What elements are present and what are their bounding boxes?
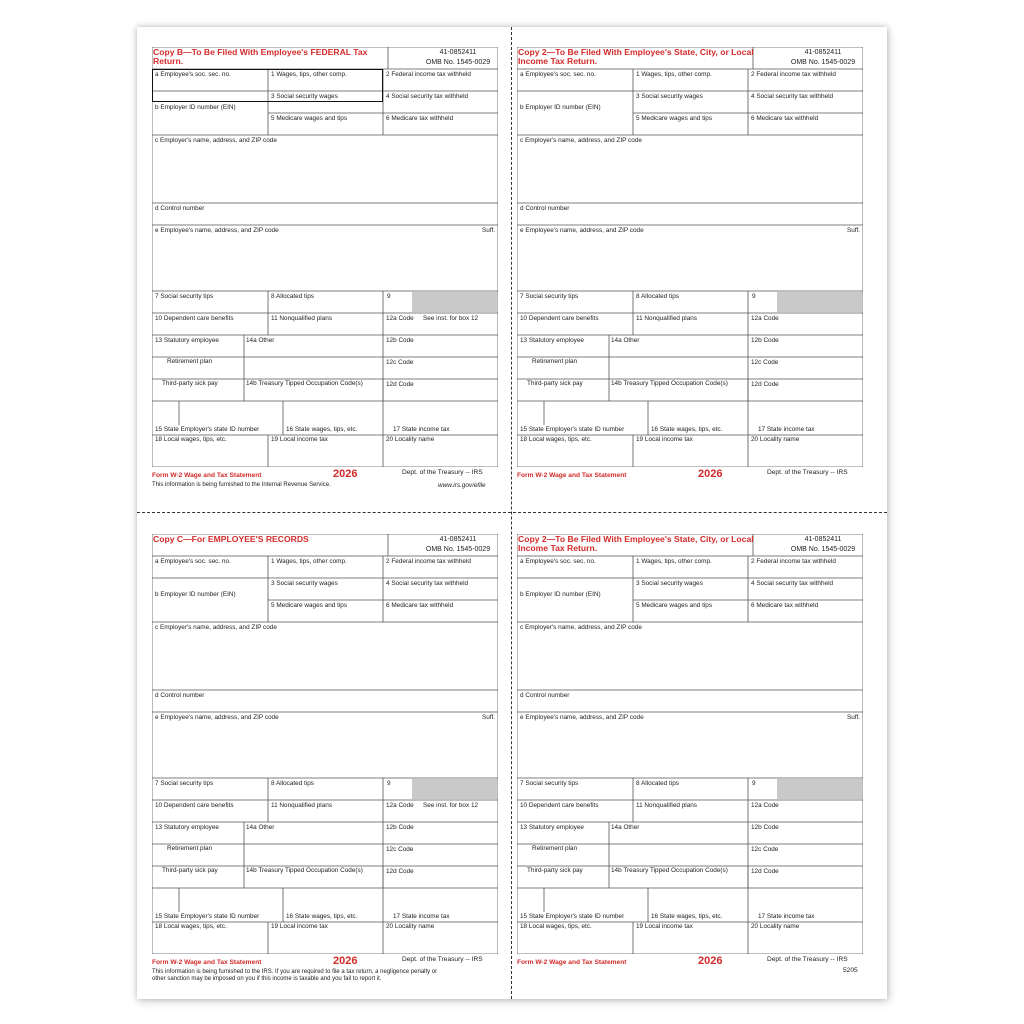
label-box6-medicare-tax: 6 Medicare tax withheld	[386, 602, 454, 609]
label-box10-dependent-care: 10 Dependent care benefits	[520, 315, 599, 322]
w2-form-2	[517, 47, 863, 480]
label-employer-ein: b Employer ID number (EIN)	[520, 591, 601, 598]
box9-shaded	[412, 292, 497, 312]
label-retirement-plan: Retirement plan	[167, 845, 213, 852]
label-employee-name-address: e Employee's name, address, and ZIP code	[520, 227, 644, 234]
form-title: Copy C—For EMPLOYEE'S RECORDS	[153, 534, 309, 544]
label-box12a: 12a Code	[386, 802, 414, 809]
label-box11-nonqualified: 11 Nonqualified plans	[636, 315, 697, 322]
label-box10-dependent-care: 10 Dependent care benefits	[155, 315, 234, 322]
page-code: 5205	[843, 967, 858, 974]
label-box12b: 12b Code	[751, 824, 779, 831]
label-box20-locality: 20 Locality name	[386, 436, 435, 443]
label-box2-federal-tax: 2 Federal income tax withheld	[751, 558, 836, 565]
label-box12a: 12a Code	[386, 315, 414, 322]
label-box3-ss-wages: 3 Social security wages	[636, 580, 703, 587]
label-box12d: 12d Code	[751, 868, 779, 875]
label-box9: 9	[387, 293, 391, 300]
omb-number: OMB No. 1545-0029	[790, 59, 856, 66]
label-box3-ss-wages: 3 Social security wages	[271, 93, 338, 100]
omb-number: OMB No. 1545-0029	[790, 546, 856, 553]
label-box19-local-tax: 19 Local income tax	[271, 436, 328, 443]
footer-information-notice: This information is being furnished to the Internal Revenue Service.	[152, 482, 331, 488]
label-box11-nonqualified: 11 Nonqualified plans	[271, 315, 332, 322]
footer-year: 2026	[333, 955, 358, 967]
employer-ein-value: 41-0852411	[439, 536, 477, 543]
w2-form-1	[152, 47, 498, 489]
label-box8-allocated-tips: 8 Allocated tips	[271, 293, 314, 300]
label-box7-ss-tips: 7 Social security tips	[155, 293, 214, 300]
footer-year: 2026	[698, 468, 723, 480]
label-box5-medicare-wages: 5 Medicare wages and tips	[636, 602, 713, 609]
omb-number: OMB No. 1545-0029	[425, 546, 491, 553]
label-box12d: 12d Code	[751, 381, 779, 388]
label-box7-ss-tips: 7 Social security tips	[155, 780, 214, 787]
label-box20-locality: 20 Locality name	[386, 923, 435, 930]
label-control-number: d Control number	[520, 692, 570, 699]
box9-shaded	[412, 779, 497, 799]
label-box20-locality: 20 Locality name	[751, 436, 800, 443]
label-box1-wages: 1 Wages, tips, other comp.	[636, 71, 712, 78]
label-box9: 9	[752, 780, 756, 787]
label-box1-wages: 1 Wages, tips, other comp.	[271, 558, 347, 565]
label-box12-instruction: See inst. for box 12	[423, 802, 479, 809]
label-box4-ss-tax: 4 Social security tax withheld	[386, 580, 469, 587]
label-employer-ein: b Employer ID number (EIN)	[155, 104, 236, 111]
label-employer-ein: b Employer ID number (EIN)	[155, 591, 236, 598]
label-box10-dependent-care: 10 Dependent care benefits	[155, 802, 234, 809]
label-box12b: 12b Code	[751, 337, 779, 344]
w2-form-3	[152, 534, 498, 982]
label-box18-local-wages: 18 Local wages, tips, etc.	[155, 436, 227, 443]
label-box12d: 12d Code	[386, 868, 414, 875]
label-box19-local-tax: 19 Local income tax	[636, 436, 693, 443]
footer-year: 2026	[698, 955, 723, 967]
label-suffix: Suff.	[847, 227, 861, 234]
label-box19-local-tax: 19 Local income tax	[271, 923, 328, 930]
label-box15-state: 15 State Employer's state ID number	[520, 426, 625, 433]
label-box3-ss-wages: 3 Social security wages	[636, 93, 703, 100]
label-employer-ein: b Employer ID number (EIN)	[520, 104, 601, 111]
label-box12c: 12c Code	[386, 359, 414, 366]
label-box15-state: 15 State Employer's state ID number	[155, 913, 260, 920]
label-box20-locality: 20 Locality name	[751, 923, 800, 930]
label-box7-ss-tips: 7 Social security tips	[520, 780, 579, 787]
label-box16-state-wages: 16 State wages, tips, etc.	[286, 913, 358, 920]
label-box2-federal-tax: 2 Federal income tax withheld	[386, 71, 471, 78]
label-box2-federal-tax: 2 Federal income tax withheld	[751, 71, 836, 78]
form-title: Copy B—To Be Filed With Employee's FEDERAL Tax Return.	[153, 47, 368, 66]
label-box5-medicare-wages: 5 Medicare wages and tips	[636, 115, 713, 122]
label-box6-medicare-tax: 6 Medicare tax withheld	[751, 115, 819, 122]
label-employee-ssn: a Employee's soc. sec. no.	[520, 558, 596, 565]
form-title: Copy 2—To Be Filed With Employee's State, City, or Local Income Tax Return.	[518, 534, 754, 553]
label-box19-local-tax: 19 Local income tax	[636, 923, 693, 930]
footer-department: Dept. of the Treasury -- IRS	[767, 469, 848, 476]
label-employee-name-address: e Employee's name, address, and ZIP code	[520, 714, 644, 721]
label-box8-allocated-tips: 8 Allocated tips	[636, 780, 679, 787]
label-control-number: d Control number	[520, 205, 570, 212]
box9-shaded	[777, 779, 862, 799]
label-box15-state: 15 State Employer's state ID number	[520, 913, 625, 920]
label-retirement-plan: Retirement plan	[532, 358, 578, 365]
label-box14b-tipped: 14b Treasury Tipped Occupation Code(s)	[246, 380, 363, 387]
footer-department: Dept. of the Treasury -- IRS	[767, 956, 848, 963]
horizontal-perforation	[137, 512, 887, 513]
label-box16-state-wages: 16 State wages, tips, etc.	[651, 913, 723, 920]
label-third-party-sick-pay: Third-party sick pay	[162, 867, 218, 874]
footer-information-notice: This information is being furnished to the IRS. If you are required to file a tax return, a negligence penalty or other sanction may be imposed on you if this income is taxable and you fail to report it.	[152, 969, 438, 982]
footer-form-name: Form W-2 Wage and Tax Statement	[152, 472, 262, 479]
employer-ein-value: 41-0852411	[804, 49, 842, 56]
label-box16-state-wages: 16 State wages, tips, etc.	[286, 426, 358, 433]
label-box4-ss-tax: 4 Social security tax withheld	[751, 580, 834, 587]
label-retirement-plan: Retirement plan	[532, 845, 578, 852]
employer-ein-value: 41-0852411	[804, 536, 842, 543]
label-box14a-other: 14a Other	[246, 824, 275, 831]
label-box17-state-tax: 17 State income tax	[758, 913, 815, 920]
label-control-number: d Control number	[155, 692, 205, 699]
label-box14a-other: 14a Other	[246, 337, 275, 344]
label-box4-ss-tax: 4 Social security tax withheld	[751, 93, 834, 100]
label-box12c: 12c Code	[386, 846, 414, 853]
omb-number: OMB No. 1545-0029	[425, 59, 491, 66]
label-box9: 9	[387, 780, 391, 787]
label-box13-statutory: 13 Statutory employee	[155, 824, 219, 831]
label-third-party-sick-pay: Third-party sick pay	[527, 380, 583, 387]
label-box11-nonqualified: 11 Nonqualified plans	[271, 802, 332, 809]
label-box4-ss-tax: 4 Social security tax withheld	[386, 93, 469, 100]
label-box18-local-wages: 18 Local wages, tips, etc.	[155, 923, 227, 930]
w2-form-4	[517, 534, 863, 967]
label-employer-name-address: c Employer's name, address, and ZIP code	[155, 624, 277, 631]
label-third-party-sick-pay: Third-party sick pay	[527, 867, 583, 874]
label-box14b-tipped: 14b Treasury Tipped Occupation Code(s)	[246, 867, 363, 874]
label-box12-instruction: See inst. for box 12	[423, 315, 479, 322]
label-box8-allocated-tips: 8 Allocated tips	[636, 293, 679, 300]
label-box12b: 12b Code	[386, 337, 414, 344]
label-employee-ssn: a Employee's soc. sec. no.	[155, 558, 231, 565]
label-box14a-other: 14a Other	[611, 824, 640, 831]
label-box13-statutory: 13 Statutory employee	[155, 337, 219, 344]
label-employer-name-address: c Employer's name, address, and ZIP code	[155, 137, 277, 144]
label-box13-statutory: 13 Statutory employee	[520, 824, 584, 831]
footer-form-name: Form W-2 Wage and Tax Statement	[152, 959, 262, 966]
footer-department: Dept. of the Treasury -- IRS	[402, 956, 483, 963]
label-box12c: 12c Code	[751, 359, 779, 366]
label-suffix: Suff.	[482, 227, 496, 234]
form-title: Copy 2—To Be Filed With Employee's State, City, or Local Income Tax Return.	[518, 47, 754, 66]
label-box12a: 12a Code	[751, 802, 779, 809]
label-control-number: d Control number	[155, 205, 205, 212]
footer-form-name: Form W-2 Wage and Tax Statement	[517, 959, 627, 966]
footer-form-name: Form W-2 Wage and Tax Statement	[517, 472, 627, 479]
label-box12a: 12a Code	[751, 315, 779, 322]
label-employee-name-address: e Employee's name, address, and ZIP code	[155, 714, 279, 721]
label-employee-ssn: a Employee's soc. sec. no.	[155, 71, 231, 78]
label-employer-name-address: c Employer's name, address, and ZIP code	[520, 624, 642, 631]
footer-year: 2026	[333, 468, 358, 480]
label-box12c: 12c Code	[751, 846, 779, 853]
label-box13-statutory: 13 Statutory employee	[520, 337, 584, 344]
label-employee-ssn: a Employee's soc. sec. no.	[520, 71, 596, 78]
label-box1-wages: 1 Wages, tips, other comp.	[271, 71, 347, 78]
label-box6-medicare-tax: 6 Medicare tax withheld	[386, 115, 454, 122]
label-box3-ss-wages: 3 Social security wages	[271, 580, 338, 587]
label-box8-allocated-tips: 8 Allocated tips	[271, 780, 314, 787]
employer-ein-value: 41-0852411	[439, 49, 477, 56]
vertical-perforation	[511, 27, 512, 999]
box9-shaded	[777, 292, 862, 312]
label-box17-state-tax: 17 State income tax	[393, 913, 450, 920]
label-box14b-tipped: 14b Treasury Tipped Occupation Code(s)	[611, 867, 728, 874]
label-box1-wages: 1 Wages, tips, other comp.	[636, 558, 712, 565]
label-box16-state-wages: 16 State wages, tips, etc.	[651, 426, 723, 433]
label-box17-state-tax: 17 State income tax	[758, 426, 815, 433]
label-box14a-other: 14a Other	[611, 337, 640, 344]
label-box6-medicare-tax: 6 Medicare tax withheld	[751, 602, 819, 609]
label-box14b-tipped: 14b Treasury Tipped Occupation Code(s)	[611, 380, 728, 387]
label-third-party-sick-pay: Third-party sick pay	[162, 380, 218, 387]
footer-department: Dept. of the Treasury -- IRS	[402, 469, 483, 476]
label-box12b: 12b Code	[386, 824, 414, 831]
label-box7-ss-tips: 7 Social security tips	[520, 293, 579, 300]
footer-website: www.irs.gov/efile	[438, 482, 486, 489]
label-employer-name-address: c Employer's name, address, and ZIP code	[520, 137, 642, 144]
label-box18-local-wages: 18 Local wages, tips, etc.	[520, 436, 592, 443]
label-box9: 9	[752, 293, 756, 300]
label-box18-local-wages: 18 Local wages, tips, etc.	[520, 923, 592, 930]
label-box5-medicare-wages: 5 Medicare wages and tips	[271, 602, 348, 609]
label-retirement-plan: Retirement plan	[167, 358, 213, 365]
label-box10-dependent-care: 10 Dependent care benefits	[520, 802, 599, 809]
label-box11-nonqualified: 11 Nonqualified plans	[636, 802, 697, 809]
label-box5-medicare-wages: 5 Medicare wages and tips	[271, 115, 348, 122]
label-suffix: Suff.	[482, 714, 496, 721]
label-box15-state: 15 State Employer's state ID number	[155, 426, 260, 433]
label-box12d: 12d Code	[386, 381, 414, 388]
label-suffix: Suff.	[847, 714, 861, 721]
label-box2-federal-tax: 2 Federal income tax withheld	[386, 558, 471, 565]
label-box17-state-tax: 17 State income tax	[393, 426, 450, 433]
label-employee-name-address: e Employee's name, address, and ZIP code	[155, 227, 279, 234]
